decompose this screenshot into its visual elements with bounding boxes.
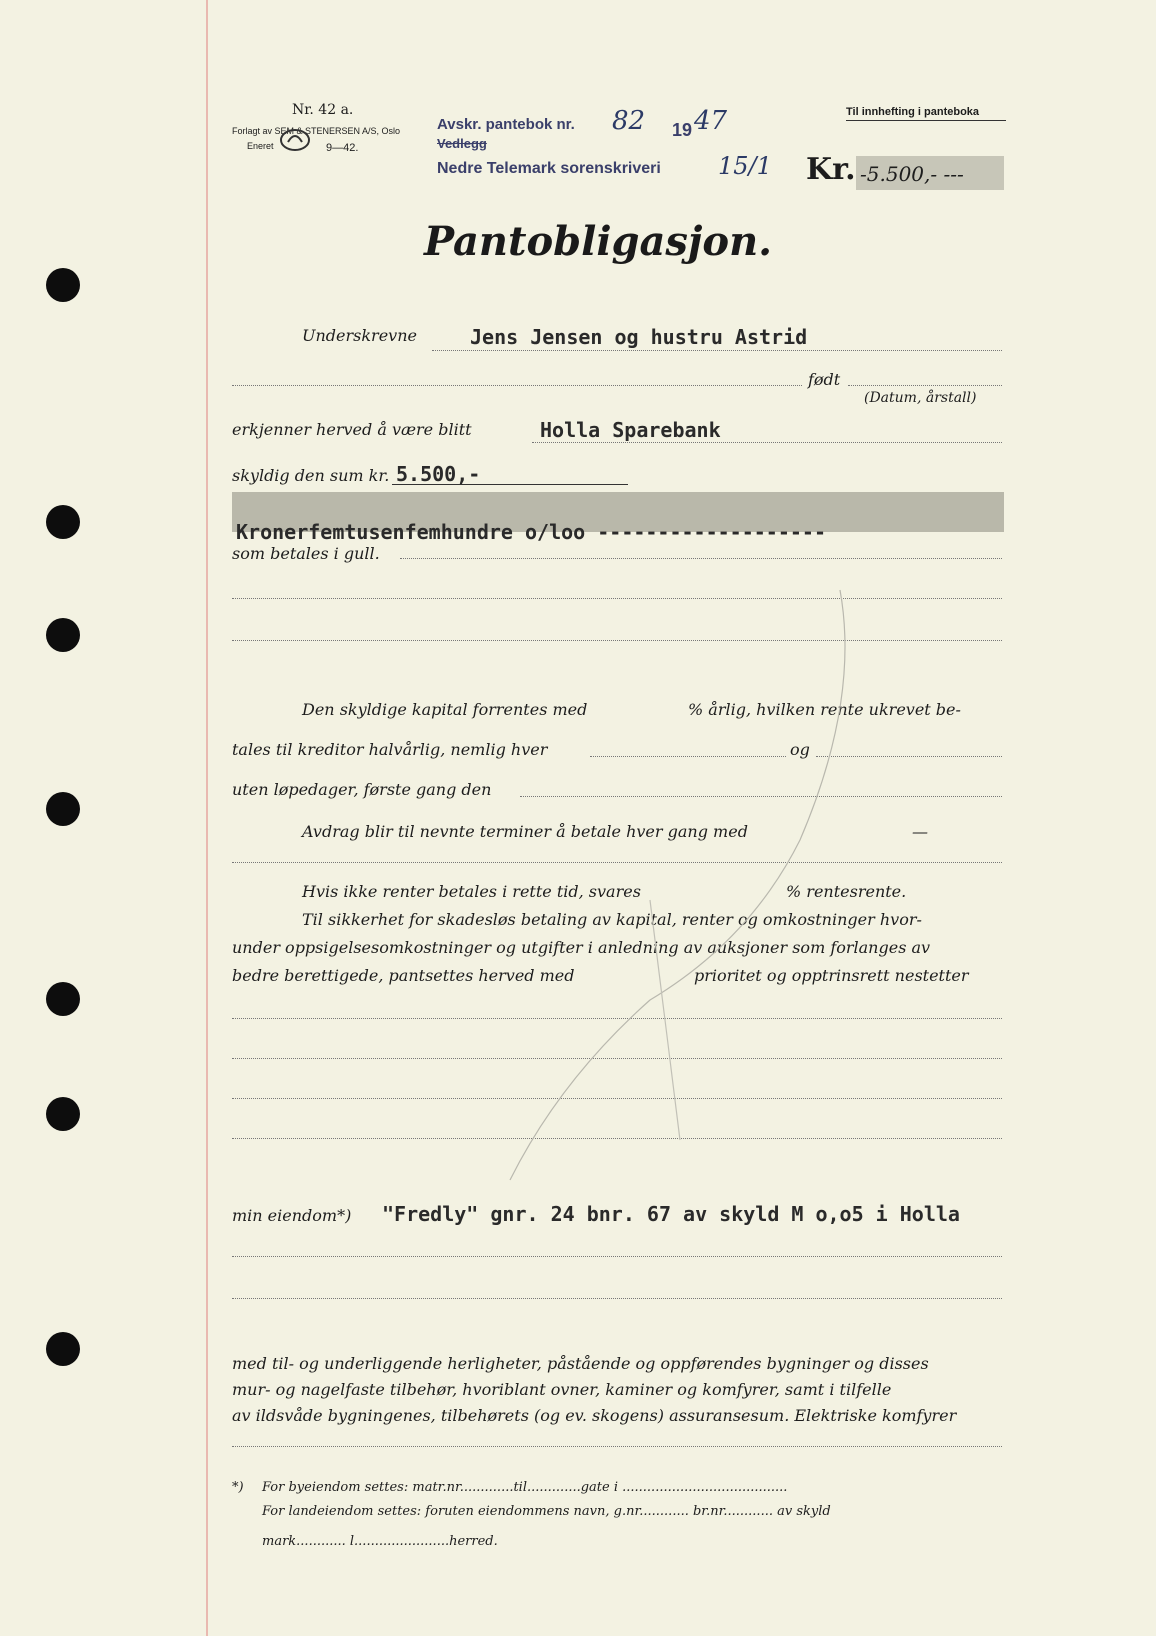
creditor-value: Holla Sparebank: [540, 418, 721, 442]
footnote-star: *): [232, 1480, 244, 1495]
penalty-a: Hvis ikke renter betales i rette tid, svares: [302, 882, 641, 901]
acknowledge-label: erkjenner herved å være blitt: [232, 420, 472, 439]
punch-hole: [46, 982, 80, 1016]
born-label: født: [808, 370, 841, 389]
owe-underline: [392, 484, 628, 485]
dotted-line: [432, 350, 1002, 351]
dotted-line: [232, 1298, 1002, 1299]
exclusive-label: Eneret: [247, 141, 274, 151]
owe-label: skyldig den sum kr.: [232, 466, 390, 485]
interest-line1b: % årlig, hvilken rente ukrevet be-: [688, 700, 961, 719]
form-date: 9—42.: [326, 142, 359, 154]
amount-words: Kronerfemtusenfemhundre o/loo -------------------: [236, 520, 827, 544]
kr-label: Kr.: [806, 152, 856, 187]
footnote-line1: For byeiendom settes: matr.nr.............til.............gate i ........................................: [262, 1480, 788, 1495]
gold-label: som betales i gull.: [232, 544, 380, 563]
interest-line3: uten løpedager, første gang den: [232, 780, 492, 799]
security-line3b: prioritet og opptrinsrett nestetter: [694, 966, 969, 985]
footnote-line2: For landeiendom settes: foruten eiendommens navn, g.nr............ br.nr............ av skyld: [262, 1504, 831, 1519]
publisher-line: Forlagt av SEM & STENERSEN A/S, Oslo: [232, 126, 401, 136]
document-title: Pantobligasjon.: [424, 218, 773, 265]
punch-hole: [46, 505, 80, 539]
appurtenance-line2: mur- og nagelfaste tilbehør, hvoriblant ovner, kaminer og komfyrer, samt i tilfelle: [232, 1380, 892, 1399]
penalty-b: % rentesrente.: [786, 882, 907, 901]
pencil-mark: [500, 580, 920, 1280]
appurtenance-line1: med til- og underliggende herligheter, påstående og oppførendes bygninger og disses: [232, 1354, 929, 1373]
stamp-year-prefix: 19: [672, 120, 693, 140]
property-value: "Fredly" gnr. 24 bnr. 67 av skyld M o,o5 i Holla: [382, 1202, 960, 1226]
appurtenance-line3: av ildsvåde bygningenes, tilbehørets (og ev. skogens) assuransesum. Elektriske komfyrer: [232, 1406, 957, 1425]
right-label: Til innhefting i panteboka: [846, 106, 980, 118]
interest-line2a: tales til kreditor halvårlig, nemlig hver: [232, 740, 548, 759]
publisher-logo-icon: [278, 128, 312, 152]
security-line2: under oppsigelsesomkostninger og utgifter i anledning av auksjoner som forlanges av: [232, 938, 931, 957]
interest-line1a: Den skyldige kapital forrentes med: [302, 700, 588, 719]
stamp-number: 82: [612, 106, 646, 136]
kr-amount: -5.500,- ---: [860, 162, 964, 186]
date-year-label: (Datum, årstall): [864, 390, 977, 406]
punch-hole: [46, 1097, 80, 1131]
stamp-line1: Avskr. pantebok nr.: [437, 116, 575, 133]
footnote-line3: mark............ l.......................herred.: [262, 1534, 498, 1549]
undersigned-label: Underskrevne: [302, 326, 417, 345]
undersigned-value: Jens Jensen og hustru Astrid: [470, 325, 808, 349]
dotted-line: [400, 558, 1002, 559]
margin-line: [206, 0, 208, 1636]
dotted-line: [232, 1446, 1002, 1447]
owe-amount: 5.500,-: [396, 462, 481, 486]
installment-line: Avdrag blir til nevnte terminer å betale hver gang med: [302, 822, 748, 841]
security-line1: Til sikkerhet for skadesløs betaling av kapital, renter og omkostninger hvor-: [302, 910, 922, 929]
stamp-date: 15/1: [718, 152, 772, 180]
stamp-year: 47: [694, 106, 728, 136]
form-number: Nr. 42 a.: [292, 102, 354, 118]
security-line3a: bedre berettigede, pantsettes herved med: [232, 966, 575, 985]
punch-hole: [46, 618, 80, 652]
punch-hole: [46, 268, 80, 302]
dotted-line: [848, 385, 1002, 386]
dotted-line: [232, 385, 802, 386]
stamp-strike: Vedlegg: [437, 136, 487, 151]
stamp-line2: Nedre Telemark sorenskriveri: [437, 160, 661, 177]
punch-hole: [46, 792, 80, 826]
punch-hole: [46, 1332, 80, 1366]
interest-line2b: og: [790, 740, 810, 759]
dotted-line: [532, 442, 1002, 443]
right-label-underline: [846, 120, 1006, 121]
property-label: min eiendom*): [232, 1206, 352, 1225]
installment-dash: —: [912, 822, 928, 841]
